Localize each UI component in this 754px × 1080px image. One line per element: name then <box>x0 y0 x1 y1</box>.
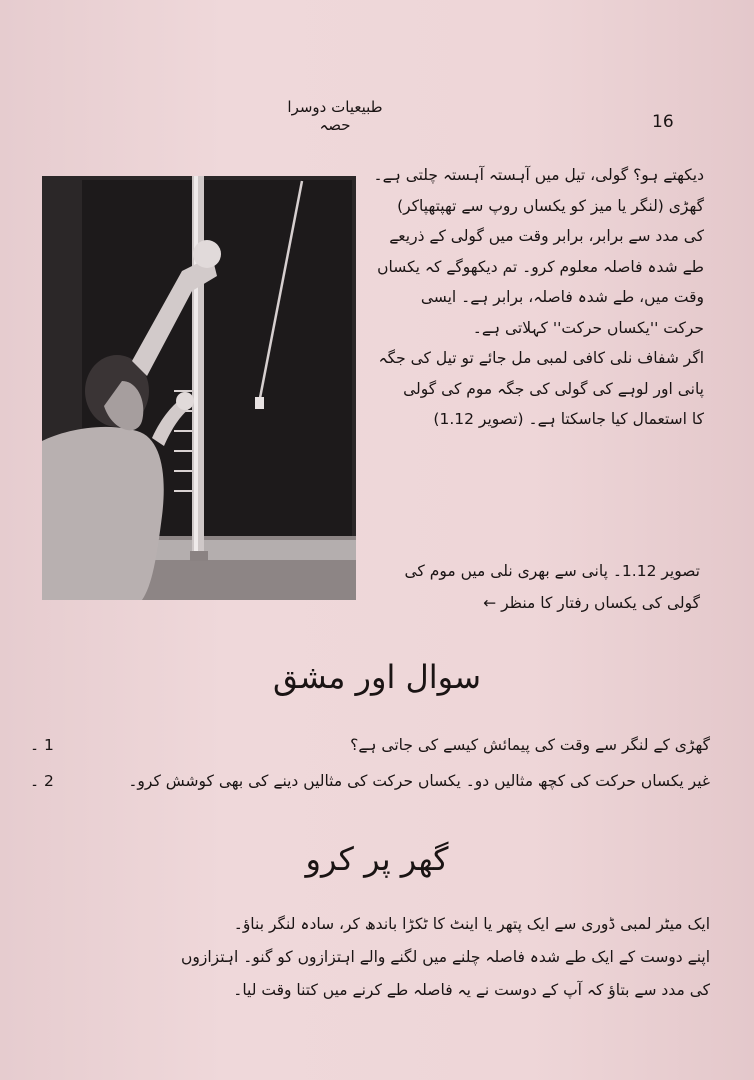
questions-heading: سوال اور مشق <box>273 658 481 696</box>
experiment-photo <box>42 176 356 600</box>
tube-highlight <box>194 176 198 561</box>
question-item <box>30 763 710 799</box>
body-line: کا استعمال کیا جاسکتا ہے۔ (تصویر 1.12) <box>433 410 704 428</box>
body-line: طے شدہ فاصلہ معلوم کرو۔ تم دیکھوگے کہ یکساں <box>377 257 704 276</box>
running-header: طبیعیات دوسرا حصہ <box>287 98 383 134</box>
questions-list <box>30 727 710 799</box>
page-number: 16 <box>652 112 674 132</box>
tube-base <box>190 551 208 561</box>
home-activity-text <box>40 908 710 1007</box>
body-line: دیکھتے ہو؟ گولی، تیل میں آہستہ آہستہ چلتی ہے۔ <box>373 166 704 184</box>
body-line: اگر شفاف نلی کافی لمبی مل جائے تو تیل کی جگہ <box>378 349 704 367</box>
body-line: وقت میں، طے شدہ فاصلہ، برابر ہے۔ ایسی <box>420 288 704 306</box>
question-item <box>30 727 710 763</box>
home-line: کی مدد سے بتاؤ کہ آپ کے دوست نے یہ فاصلہ طے کرنے میں کتنا وقت لیا۔ <box>233 981 710 999</box>
body-line: کی مدد سے برابر، برابر وقت میں گولی کے ذریعے <box>389 227 704 245</box>
question-text: گھڑی کے لنگر سے وقت کی پیمائش کیسے کی جاتی ہے؟ <box>350 736 710 754</box>
question-number: 2 ۔ <box>30 772 54 790</box>
home-line: اپنے دوست کے ایک طے شدہ فاصلہ چلنے میں لگنے والے اہتزازوں کو گنو۔ اہتزازوں <box>180 948 710 966</box>
body-line: گھڑی (لنگر یا میز کو یکساں روپ سے تھپتھپاکر) <box>397 196 704 215</box>
pendulum-string <box>260 181 302 398</box>
body-line: حرکت ''یکساں حرکت'' کہلاتی ہے۔ <box>472 318 704 337</box>
question-number: 1 ۔ <box>30 736 54 754</box>
pendulum-bob <box>255 397 264 409</box>
figure-caption <box>380 555 700 619</box>
question-text: غیر یکساں حرکت کی کچھ مثالیں دو۔ یکساں حرکت کی مثالیں دینے کی بھی کوشش کرو۔ <box>128 772 710 790</box>
boy-with-tube-illustration <box>42 176 356 600</box>
caption-line: گولی کی یکساں رفتار کا منظر ← <box>483 594 700 612</box>
body-paragraph <box>374 160 704 435</box>
caption-line: تصویر 1.12۔ پانی سے بھری نلی میں موم کی <box>404 562 700 580</box>
home-line: ایک میٹر لمبی ڈوری سے ایک پتھر یا اینٹ کا ٹکڑا باندھ کر، سادہ لنگر بناؤ۔ <box>233 915 710 933</box>
home-activity-heading: گھر پر کرو <box>305 840 449 878</box>
body-line: پانی اور لوہے کی گولی کی جگہ موم کی گولی <box>403 379 704 398</box>
